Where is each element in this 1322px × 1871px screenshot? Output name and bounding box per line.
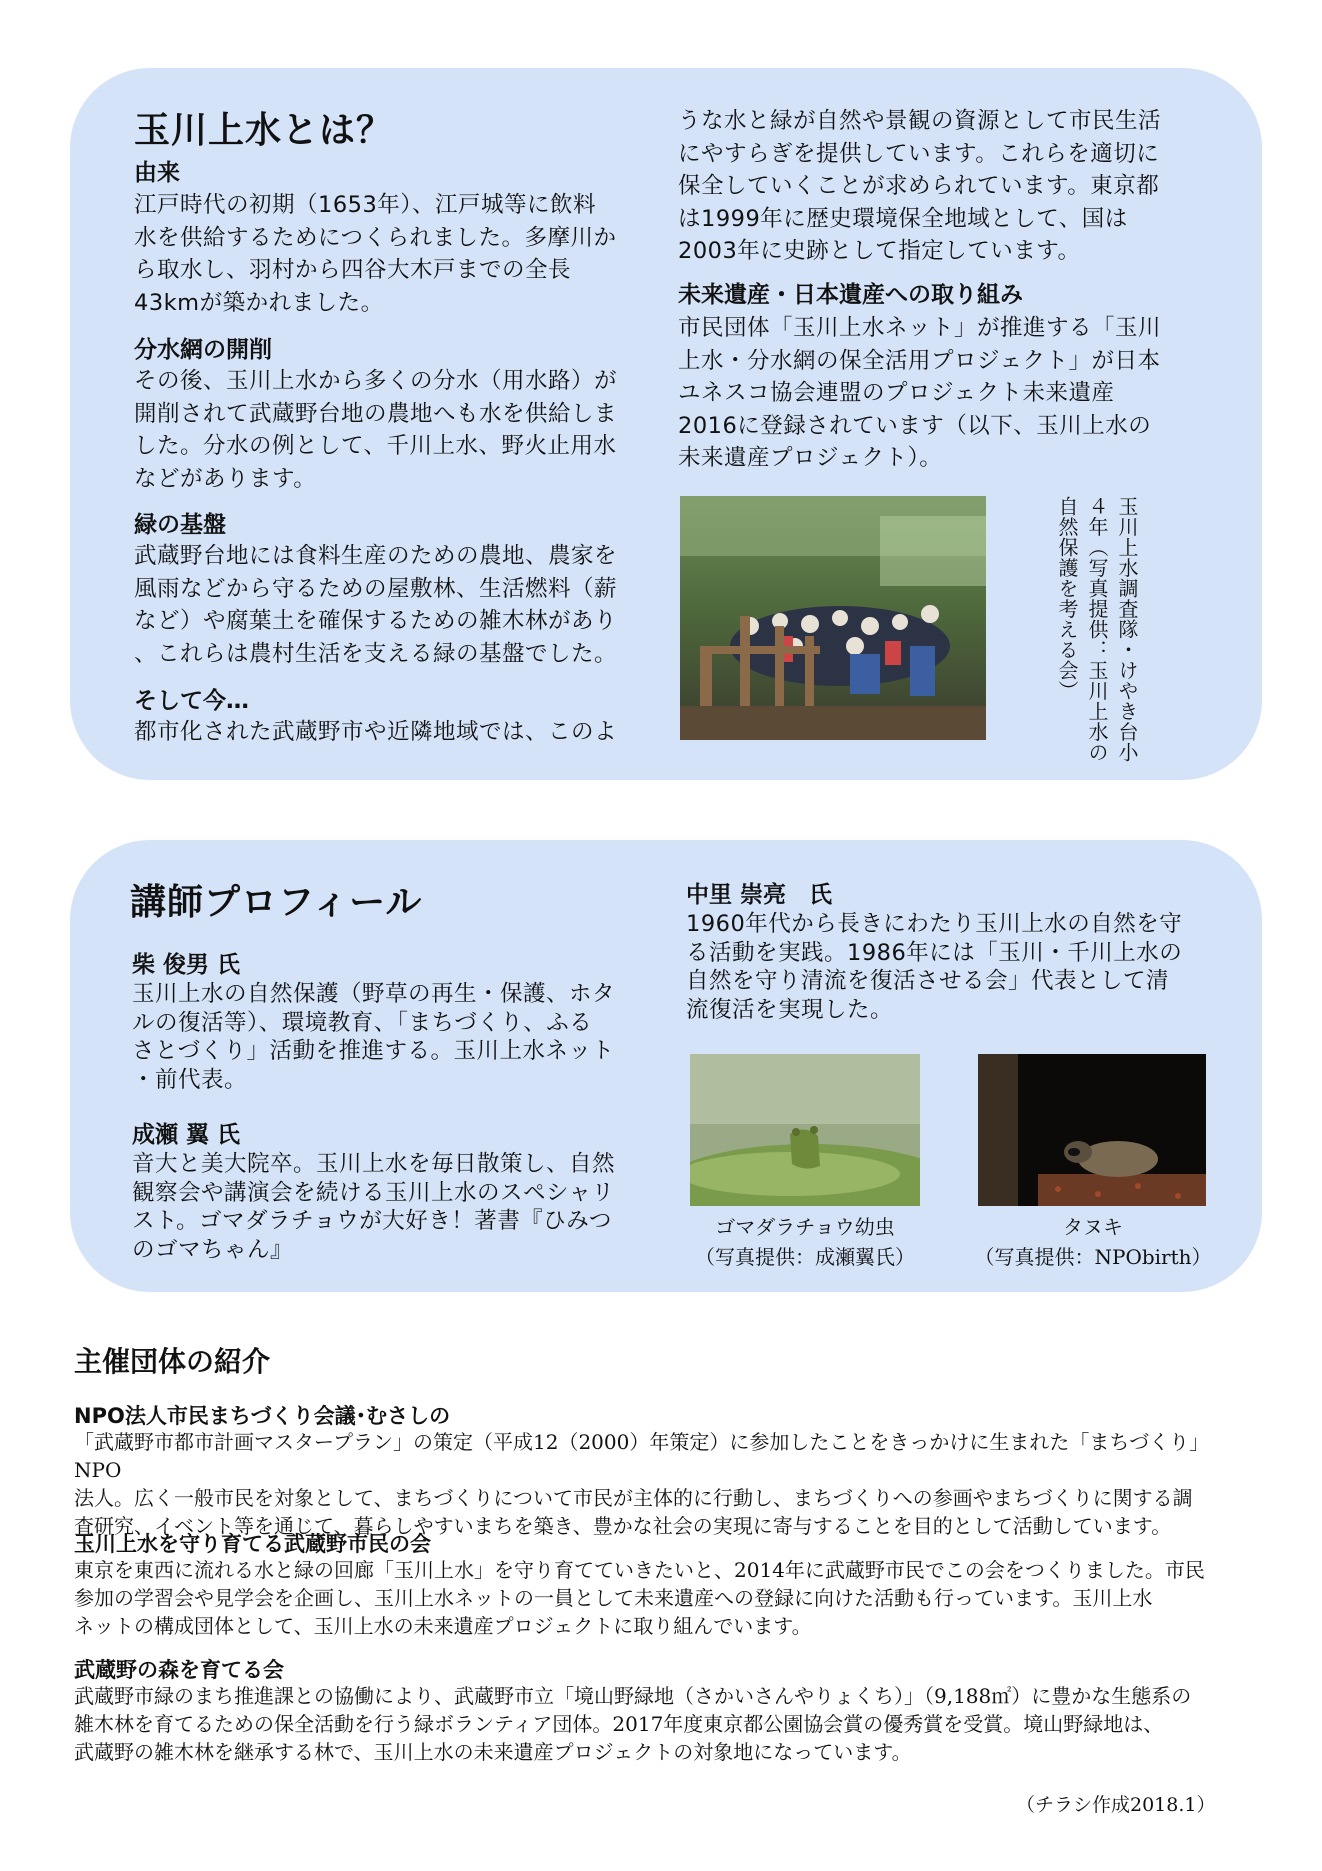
orgs-title: 主催団体の紹介: [74, 1345, 271, 1378]
profile-name-shiba: 柴 俊男 氏: [132, 952, 241, 978]
now-text: 都市化された武蔵野市や近隣地域では、このよ: [134, 719, 618, 745]
profile-name-nakazato: 中里 崇亮 氏: [686, 882, 833, 908]
caterpillar-caption: ゴマダラチョウ幼虫 （写真提供：成瀬翼氏）: [695, 1215, 915, 1269]
now-heading: そして今…: [134, 688, 249, 714]
org-name-citizens: 玉川上水を守り育てる武蔵野市民の会: [74, 1532, 431, 1556]
profile-text-shiba: 玉川上水の自然保護（野草の再生・保護、ホタ ルの復活等）、環境教育、「まちづくり、ふる さとづくり」活動を推進する。玉川上水ネット ・前代表。: [132, 981, 616, 1093]
branch-heading: 分水網の開削: [134, 337, 272, 363]
org-name-forest: 武蔵野の森を育てる会: [74, 1658, 284, 1682]
flyer-date: （チラシ作成2018.1）: [1016, 1794, 1216, 1816]
green-text: 武蔵野台地には食料生産のための農地、農家を 風雨などから守るための屋敷林、生活燃料（薪 など）や腐葉土を確保するための雑木林があり 、これらは農村生活を支える緑の基盤でした。: [134, 543, 618, 667]
origin-heading: 由来: [134, 160, 180, 186]
intro-title: 玉川上水とは？: [134, 110, 394, 151]
caterpillar-photo: [690, 1054, 920, 1206]
profile-text-nakazato: 1960年代から長きにわたり玉川上水の自然を守 る活動を実践。1986年には「玉川・千川上水の 自然を守り清流を復活させる会」代表として清 流復活を実現した。: [686, 911, 1183, 1023]
profile-text-naruse: 音大と美大院卒。玉川上水を毎日散策し、自然 観察会や講演会を続ける玉川上水のスペシャリ スト。ゴマダラチョウが大好き！著書『ひみつ のゴマちゃん』: [132, 1151, 616, 1263]
org-name-npo: NPO法人市民まちづくり会議･むさしの: [74, 1404, 451, 1428]
org-text-npo: 「武蔵野市都市計画マスタープラン」の策定（平成12（2000）年策定）に参加したことをきっかけに生まれた「まちづくり」NPO 法人。広く一般市民を対象として、まちづくりについて市民が主体的に行動し、まちづくりへの参画やまちづくりに関する調 査研究、イベント等を通じて、暮らしやすいまちを築き、豊かな社会の実現に寄与することを目的として活動しています。: [74, 1430, 1210, 1538]
org-text-citizens: 東京を東西に流れる水と緑の回廊「玉川上水」を守り育てていきたいと、2014年に武蔵野市民でこの会をつくりました。市民 参加の学習会や見学会を企画し、玉川上水ネットの一員として未来遺産への登録に向けた活動も行っています。玉川上水 ネットの構成団体として、玉川上水の未来遺産プロジェクトに取り組んでいます。: [74, 1558, 1205, 1638]
tanuki-photo: [978, 1054, 1206, 1206]
survey-photo-caption: 玉川上水調査隊・けやき台小４年（写真提供：玉川上水の自然保護を考える会）: [1055, 496, 1139, 763]
survey-photo: [680, 496, 986, 740]
heritage-heading: 未来遺産・日本遺産への取り組み: [678, 282, 1023, 308]
org-text-forest: 武蔵野市緑のまち推進課との協働により、武蔵野市立「境山野緑地（さかいさんやりょくち）」（9,188㎡）に豊かな生態系の 雑木林を育てるための保全活動を行う緑ボランティア団体。2017年度東京都公園協会賞の優秀賞を受賞。境山野緑地は、 武蔵野の雑木林を継承する林で、玉川上水の未来遺産プロジェクトの対象地になっています。: [74, 1684, 1192, 1764]
green-heading: 緑の基盤: [134, 512, 226, 538]
now-text-continued: うな水と緑が自然や景観の資源として市民生活 にやすらぎを提供しています。これらを適切に 保全していくことが求められています。東京都 は1999年に歴史環境保全地域として、国は 2003年に史跡として指定しています。: [678, 108, 1162, 265]
branch-text: その後、玉川上水から多くの分水（用水路）が 開削されて武蔵野台地の農地へも水を供給しま した。分水の例として、千川上水、野火止用水 などがあります。: [134, 368, 618, 492]
tanuki-caption: タヌキ （写真提供：NPObirth）: [974, 1215, 1212, 1269]
profile-title: 講師プロフィール: [130, 882, 423, 923]
origin-text: 江戸時代の初期（1653年）、江戸城等に飲料 水を供給するためにつくられました。多摩川か ら取水し、羽村から四谷大木戸までの全長 43kmが築かれました。: [134, 192, 617, 316]
profile-name-naruse: 成瀬 翼 氏: [132, 1122, 241, 1148]
heritage-text: 市民団体「玉川上水ネット」が推進する「玉川 上水・分水網の保全活用プロジェクト」が日本 ユネスコ協会連盟のプロジェクト未来遺産 2016に登録されています（以下、玉川上水の 未来遺産プロジェクト）。: [678, 315, 1162, 472]
